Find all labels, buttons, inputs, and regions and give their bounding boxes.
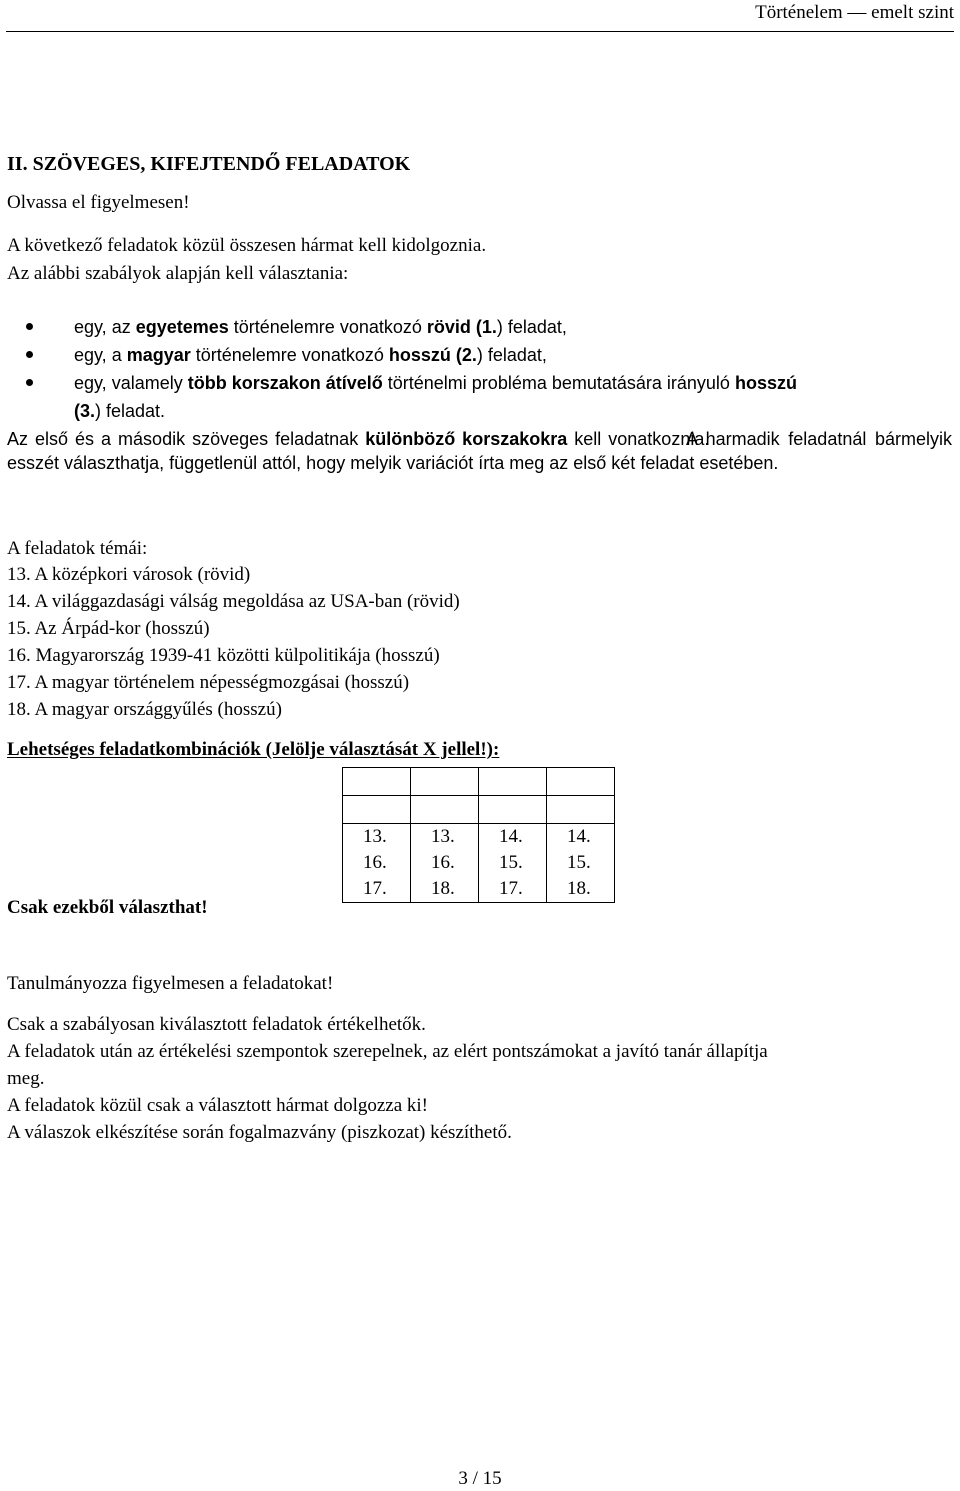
table-cell: 18. (547, 876, 615, 903)
table-cell: 17. (343, 876, 411, 903)
topic-item: 17. A magyar történelem népességmozgásai (hosszú) (7, 672, 410, 693)
rule-1-text-a: egy, az (74, 317, 136, 337)
page-number: 3 / 15 (458, 1468, 502, 1489)
selection-box[interactable] (547, 768, 615, 796)
selection-box[interactable] (343, 768, 411, 796)
rule-2-text-a: egy, a (74, 345, 127, 365)
rule-1 (74, 315, 952, 339)
rule-3-text-c: ) feladat. (95, 401, 166, 421)
table-cell: 13. (343, 824, 411, 851)
rule-3 (74, 371, 952, 395)
rule-2-text-c: ) feladat, (476, 345, 547, 365)
closing-line-2b: meg. (7, 1068, 45, 1089)
topic-item: 14. A világgazdasági válság megoldása az USA-ban (rövid) (7, 591, 460, 612)
table-cell: 13. (411, 824, 479, 851)
instruction: Olvassa el figyelmesen! (7, 192, 190, 213)
note-bold: különböző korszakokra (365, 429, 568, 449)
closing-line-1: Csak a szabályosan kiválasztott feladatok értékelhetők. (7, 1014, 426, 1035)
bullet-icon (26, 379, 33, 386)
spacer-cell (411, 796, 479, 824)
rule-3-bold-a: több korszakon átívelő (187, 373, 383, 393)
combinations-heading: Lehetséges feladatkombinációk (Jelölje választását X jellel!): (7, 739, 500, 760)
table-cell: 14. (479, 824, 547, 851)
selection-row (343, 768, 615, 796)
closing-line-3: A feladatok közül csak a választott hármat dolgozza ki! (7, 1095, 429, 1116)
rule-1-text-b: történelemre vonatkozó (228, 317, 427, 337)
note-text-b: kell vonatkoznia. (567, 429, 710, 449)
intro-line-1: A következő feladatok közül összesen hármat kell kidolgoznia. (7, 235, 487, 256)
rule-3-text-b: történelmi probléma bemutatására irányuló (382, 373, 735, 393)
topics-heading: A feladatok témái: (7, 538, 148, 559)
table-row (343, 824, 615, 851)
table-cell: 16. (343, 850, 411, 876)
selection-box[interactable] (411, 768, 479, 796)
closing-line-2a: A feladatok után az értékelési szempontok szerepelnek, az elért pontszámokat a javító tanár állapítja (7, 1041, 768, 1062)
rule-3-text-a: egy, valamely (74, 373, 188, 393)
topic-item: 15. Az Árpád-kor (hosszú) (7, 618, 210, 639)
running-header: Történelem — emelt szint (755, 2, 954, 23)
rule-1-bold-a: egyetemes (135, 317, 229, 337)
table-cell: 15. (479, 850, 547, 876)
table-cell: 15. (547, 850, 615, 876)
rule-2 (74, 343, 952, 367)
spacer-cell (547, 796, 615, 824)
selection-box[interactable] (479, 768, 547, 796)
rule-2-text-b: történelemre vonatkozó (190, 345, 389, 365)
table-cell: 18. (411, 876, 479, 903)
table-cell: 14. (547, 824, 615, 851)
spacer-cell (343, 796, 411, 824)
spacer-row (343, 796, 615, 824)
section-title: II. SZÖVEGES, KIFEJTENDŐ FELADATOK (7, 153, 411, 175)
combinations-table (342, 767, 615, 903)
topic-item: 16. Magyarország 1939-41 közötti külpolitikája (hosszú) (7, 645, 440, 666)
rule-3-continued (74, 399, 952, 423)
only-these-note: Csak ezekből választhat! (7, 897, 208, 918)
note-text-a: Az első és a második szöveges feladatnak (7, 429, 366, 449)
table-row (343, 850, 615, 876)
intro-line-2: Az alábbi szabályok alapján kell választania: (7, 263, 349, 284)
note-continuation: A harmadik feladatnál bármelyik esszét választhatja, függetlenül attól, hogy melyik variációt írta meg az első két feladat esetében. (7, 429, 952, 473)
table-cell: 17. (479, 876, 547, 903)
topic-item: 18. A magyar országgyűlés (hosszú) (7, 699, 282, 720)
table-cell: 16. (411, 850, 479, 876)
spacer-cell (479, 796, 547, 824)
topic-item: 13. A középkori városok (rövid) (7, 564, 251, 585)
rule-3-bold-c: (3. (74, 401, 96, 421)
bullet-icon (26, 351, 33, 358)
rule-3-bold-b: hosszú (734, 373, 797, 393)
study-instruction: Tanulmányozza figyelmesen a feladatokat! (7, 973, 334, 994)
bullet-icon (26, 323, 33, 330)
closing-line-4: A válaszok elkészítése során fogalmazvány (piszkozat) készíthető. (7, 1122, 512, 1143)
rule-2-bold-b: hosszú (2. (388, 345, 477, 365)
rule-1-text-c: ) feladat, (496, 317, 567, 337)
rule-2-bold-a: magyar (126, 345, 191, 365)
rule-1-bold-b: rövid (1. (426, 317, 497, 337)
header-rule (6, 31, 954, 32)
